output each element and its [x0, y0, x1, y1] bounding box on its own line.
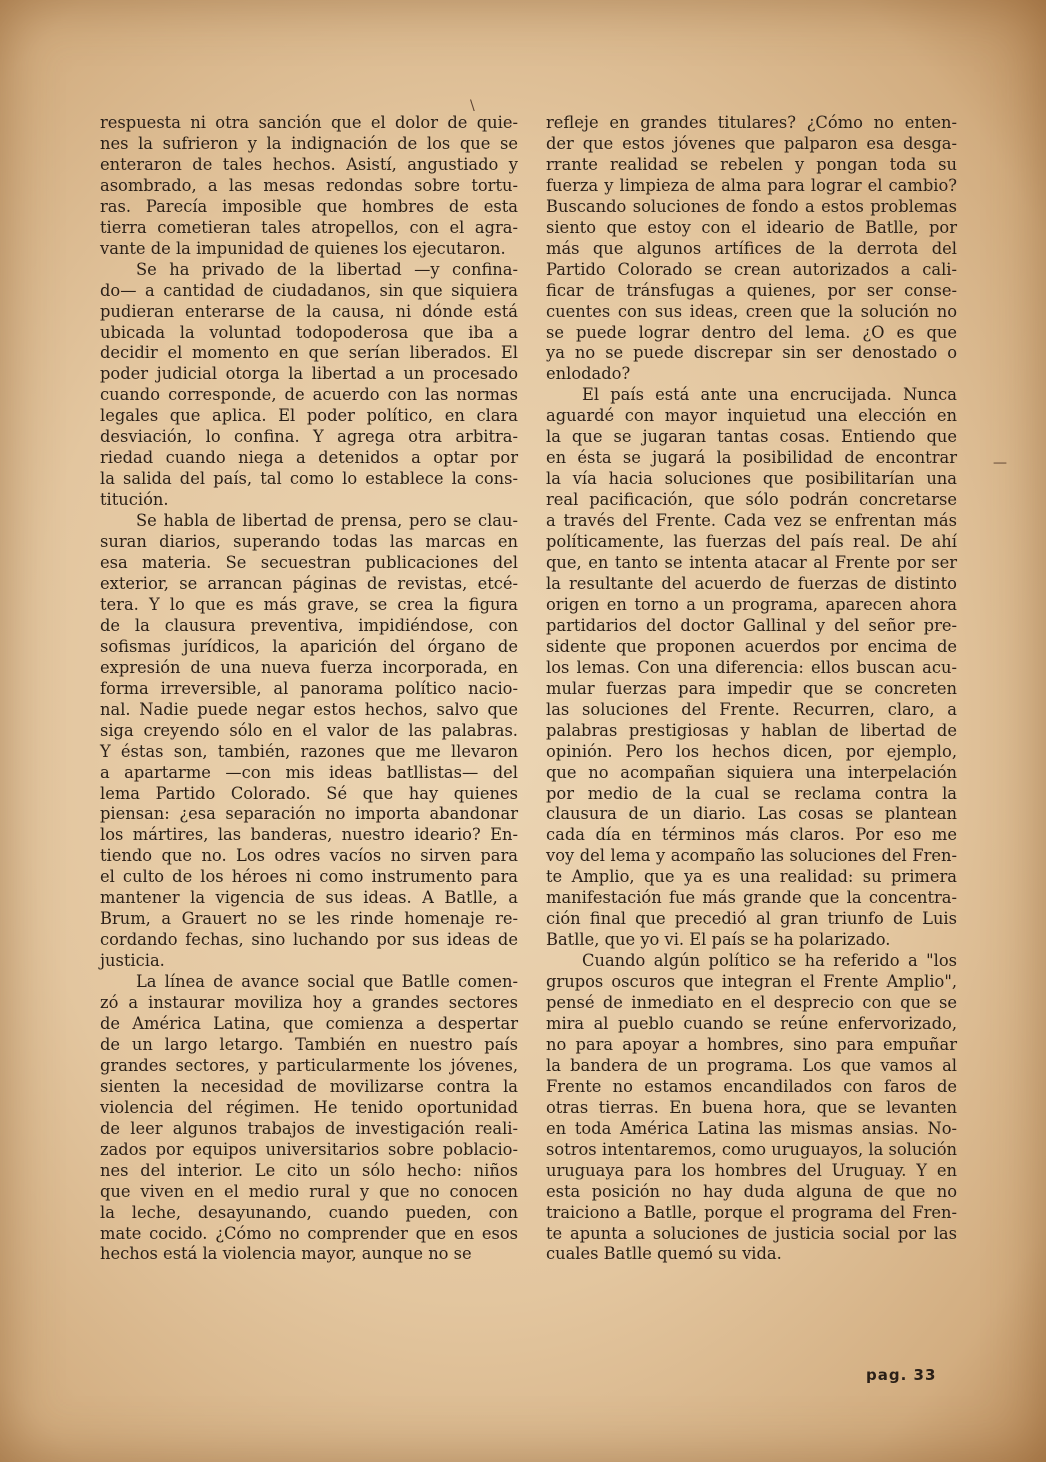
text-line: hechos está la violencia mayor, aunque no se	[100, 1244, 472, 1264]
text-line: sotros intentaremos, como uruguayos, la solución	[546, 1139, 957, 1159]
text-line: voy del lema y acompaño las soluciones del Fren-	[546, 846, 957, 866]
text-line: grandes sectores, y particularmente los jóvenes,	[100, 1055, 518, 1075]
text-line: traiciono a Batlle, porque el programa del Fren-	[546, 1202, 957, 1222]
text-line: mate cocido. ¿Cómo no comprender que en esos	[100, 1223, 518, 1243]
text-line: exterior, se arrancan páginas de revistas, etcé-	[100, 573, 518, 593]
text-line: pensé de inmediato en el desprecio con que se	[546, 993, 957, 1013]
text-line: las soluciones del Frente. Recurren, claro, a	[546, 699, 957, 719]
text-line: asombrado, a las mesas redondas sobre tortu-	[100, 175, 518, 195]
text-line: violencia del régimen. He tenido oportunidad	[100, 1097, 518, 1117]
text-line: El país está ante una encrucijada. Nunca	[582, 385, 957, 405]
right-column	[546, 113, 957, 1265]
text-line: nes la sufrieron y la indignación de los que se	[100, 133, 518, 153]
text-line: nal. Nadie puede negar estos hechos, salvo que	[100, 699, 518, 719]
text-line: Frente no estamos encandilados con faros de	[546, 1076, 957, 1096]
text-line: Cuando algún político se ha referido a "los	[582, 951, 957, 971]
paragraph	[100, 260, 518, 511]
text-line: cada día en términos más claros. Por eso me	[546, 825, 957, 845]
text-line: grupos oscuros que integran el Frente Amplio",	[546, 972, 957, 992]
text-line: uruguaya para los hombres del Uruguay. Y en	[546, 1160, 957, 1180]
text-line: la resultante del acuerdo de fuerzas de distinto	[546, 573, 957, 593]
text-line: ción final que precedió al gran triunfo de Luis	[546, 909, 957, 929]
text-line: suran diarios, superando todas las marcas en	[100, 532, 518, 552]
text-line: clausura de un diario. Las cosas se plantean	[546, 804, 957, 824]
text-line: fuerza y limpieza de alma para lograr el cambio?	[546, 175, 957, 195]
text-line: el culto de los héroes ni como instrumento para	[100, 867, 518, 887]
text-line: nes del interior. Le cito un sólo hecho: niños	[100, 1160, 518, 1180]
ink-mark: —	[993, 455, 1007, 471]
text-line: tera. Y lo que es más grave, se crea la figura	[100, 594, 518, 614]
text-line: Y éstas son, también, razones que me llevaron	[100, 741, 518, 761]
text-line: pudieran enterarse de la causa, ni dónde está	[100, 301, 518, 321]
text-line: de leer algunos trabajos de investigación reali-	[100, 1118, 518, 1138]
text-line: sofismas jurídicos, la aparición del órgano de	[100, 636, 518, 656]
text-line: zados por equipos universitarios sobre poblacio-	[100, 1139, 518, 1159]
text-line: ubicada la voluntad todopoderosa que iba a	[100, 322, 518, 342]
text-line: en ésta se jugará la posibilidad de encontrar	[546, 448, 957, 468]
text-line: los lemas. Con una diferencia: ellos buscan acu-	[546, 657, 957, 677]
text-line: zó a instaurar moviliza hoy a grandes sectores	[100, 993, 518, 1013]
text-line: que, en tanto se intenta atacar al Frente por ser	[546, 553, 957, 573]
text-line: cuando corresponde, de acuerdo con las normas	[100, 385, 518, 405]
text-line: riedad cuando niega a detenidos a optar por	[100, 448, 518, 468]
text-line: mira al pueblo cuando se reúne enfervorizado,	[546, 1013, 957, 1033]
text-line: Brum, a Grauert no se les rinde homenaje re-	[100, 909, 518, 929]
text-line: la vía hacia soluciones que posibilitarían una	[546, 469, 957, 489]
text-line: respuesta ni otra sanción que el dolor de quie-	[100, 113, 518, 132]
text-line: poder judicial otorga la libertad a un procesado	[100, 364, 518, 384]
text-line: a través del Frente. Cada vez se enfrentan más	[546, 511, 957, 531]
text-line: refleje en grandes titulares? ¿Cómo no enten-	[546, 113, 957, 132]
paragraph	[100, 113, 518, 260]
text-line: esa materia. Se secuestran publicaciones del	[100, 553, 518, 573]
text-line: origen en torno a un programa, aparecen ahora	[546, 594, 957, 614]
text-line: Partido Colorado se crean autorizados a cali-	[546, 259, 957, 279]
text-line: lema Partido Colorado. Sé que hay quienes	[100, 783, 518, 803]
text-line: la que se jugaran tantas cosas. Entiendo que	[546, 427, 957, 447]
text-line: de un largo letargo. También en nuestro país	[100, 1034, 518, 1054]
paragraph	[546, 113, 957, 385]
text-line: se puede lograr dentro del lema. ¿O es que	[546, 322, 957, 342]
text-line: que viven en el medio rural y que no conocen	[100, 1181, 518, 1201]
text-line: sienten la necesidad de movilizarse contra la	[100, 1076, 518, 1096]
text-line: cuentes con sus ideas, creen que la solución no	[546, 301, 957, 321]
text-line: esta posición no hay duda alguna de que no	[546, 1181, 957, 1201]
text-line: real pacificación, que sólo podrán concretarse	[546, 490, 957, 510]
text-line: tierra cometieran tales atropellos, con el agra-	[100, 217, 518, 237]
text-line: los mártires, las banderas, nuestro ideario? En-	[100, 825, 518, 845]
text-line: expresión de una nueva fuerza incorporada, en	[100, 657, 518, 677]
text-line: por medio de la cual se reclama contra la	[546, 783, 957, 803]
text-line: La línea de avance social que Batlle comen-	[136, 972, 518, 992]
text-line: opinión. Pero los hechos dicen, por ejemplo,	[546, 741, 957, 761]
text-line: sidente que proponen acuerdos por encima de	[546, 636, 957, 656]
text-line: siga creyendo sólo en el valor de las palabras.	[100, 720, 518, 740]
text-line: siento que estoy con el ideario de Batlle, por	[546, 217, 957, 237]
text-line: ficar de tránsfugas a quienes, por ser conse-	[546, 280, 957, 300]
text-line: más que algunos artífices de la derrota del	[546, 238, 957, 258]
text-line: mular fuerzas para impedir que se concreten	[546, 678, 957, 698]
left-column	[100, 113, 518, 1265]
text-line: rrante realidad se rebelen y pongan toda su	[546, 154, 957, 174]
text-line: la leche, desayunando, cuando pueden, con	[100, 1202, 518, 1222]
text-line: ya no se puede discrepar sin ser denostado o	[546, 343, 957, 363]
text-line: a apartarme —con mis ideas batllistas— del	[100, 762, 518, 782]
text-line: titución.	[100, 490, 169, 510]
text-line: Batlle, que yo vi. El país se ha polarizado.	[546, 930, 891, 950]
text-line: la bandera de un programa. Los que vamos al	[546, 1055, 957, 1075]
paragraph	[546, 385, 957, 951]
text-line: Se ha privado de la libertad —y confina-	[136, 259, 518, 279]
text-line: la salida del país, tal como lo establece la cons-	[100, 469, 518, 489]
text-line: forma irreversible, al panorama político nacio-	[100, 678, 518, 698]
text-line: te Amplio, que ya es una realidad: su primera	[546, 867, 957, 887]
text-line: mantener la vigencia de sus ideas. A Batlle, a	[100, 888, 518, 908]
text-line: cordando fechas, sino luchando por sus ideas de	[100, 930, 518, 950]
text-line: palabras prestigiosas y hablan de libertad de	[546, 720, 957, 740]
text-line: desviación, lo confina. Y agrega otra arbitra-	[100, 427, 518, 447]
text-line: piensan: ¿esa separación no importa abandonar	[100, 804, 518, 824]
text-line: enteraron de tales hechos. Asistí, angustiado y	[100, 154, 518, 174]
text-line: ras. Parecía imposible que hombres de esta	[100, 196, 518, 216]
text-line: aguardé con mayor inquietud una elección en	[546, 406, 957, 426]
text-line: manifestación fue más grande que la concentra-	[546, 888, 957, 908]
text-line: de la clausura preventiva, impidiéndose, con	[100, 615, 518, 635]
text-line: otras tierras. En buena hora, que se levanten	[546, 1097, 957, 1117]
text-line: políticamente, las fuerzas del país real. De ahí	[546, 532, 957, 552]
paragraph	[546, 951, 957, 1265]
text-line: que no acompañan siquiera una interpelación	[546, 762, 957, 782]
page-number: pag. 33	[866, 1366, 937, 1384]
text-line: partidarios del doctor Gallinal y del señor pre-	[546, 615, 957, 635]
text-line: decidir el momento en que serían liberados. El	[100, 343, 518, 363]
text-line: Buscando soluciones de fondo a estos problemas	[546, 196, 957, 216]
text-line: do— a cantidad de ciudadanos, sin que siquiera	[100, 280, 518, 300]
text-line: en toda América Latina las mismas ansias. No-	[546, 1118, 957, 1138]
text-line: cuales Batlle quemó su vida.	[546, 1244, 782, 1264]
text-line: der que estos jóvenes que palparon esa desga-	[546, 133, 957, 153]
ink-mark: \	[470, 98, 475, 114]
text-line: te apunta a soluciones de justicia social por las	[546, 1223, 957, 1243]
text-line: tiendo que no. Los odres vacíos no sirven para	[100, 846, 518, 866]
paragraph	[100, 511, 518, 972]
text-line: legales que aplica. El poder político, en clara	[100, 406, 518, 426]
text-line: Se habla de libertad de prensa, pero se clau-	[136, 511, 518, 531]
text-line: justicia.	[100, 951, 165, 971]
text-line: vante de la impunidad de quienes los ejecutaron.	[100, 238, 506, 258]
text-line: no para apoyar a hombres, sino para empuñar	[546, 1034, 957, 1054]
paragraph	[100, 972, 518, 1265]
text-line: enlodado?	[546, 364, 631, 384]
text-line: de América Latina, que comienza a despertar	[100, 1013, 518, 1033]
